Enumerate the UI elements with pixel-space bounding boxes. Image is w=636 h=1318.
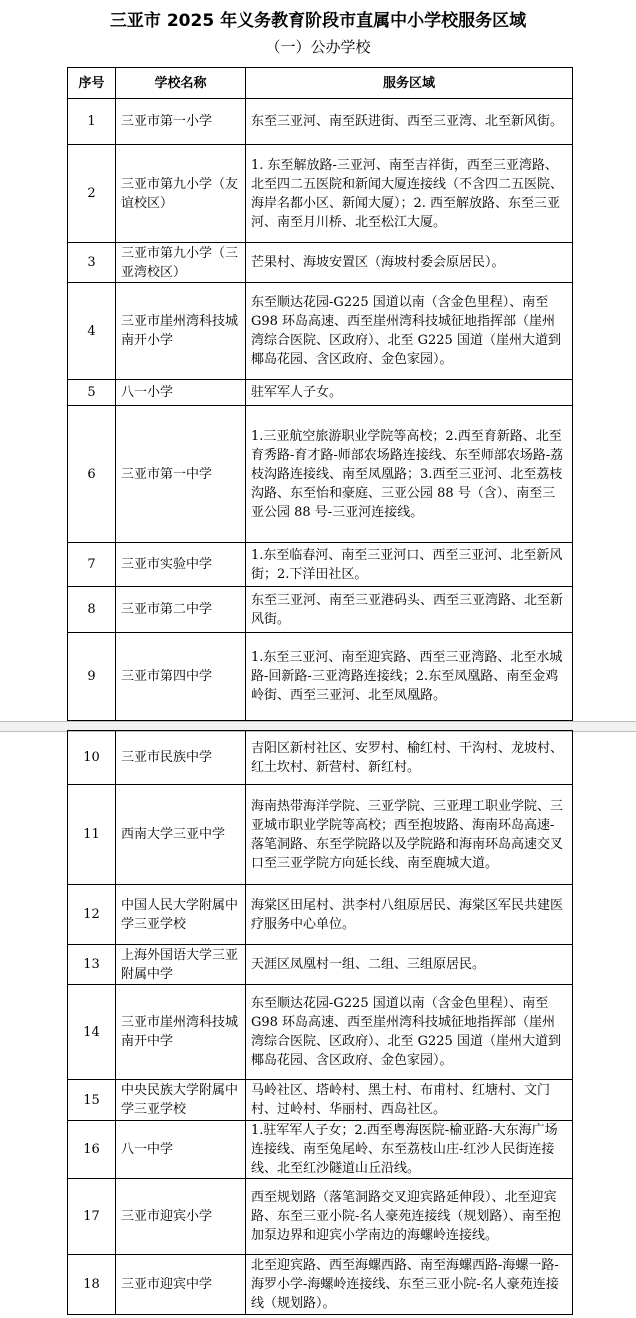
section-subtitle: （一）公办学校 xyxy=(265,38,371,56)
service-area-table-part-1 xyxy=(67,67,573,721)
row-number: 15 xyxy=(68,1080,116,1121)
service-area: 东至三亚河、南至跃进街、西至三亚湾、北至新风街。 xyxy=(246,99,573,145)
school-name: 八一中学 xyxy=(116,1121,246,1179)
school-name: 三亚市第一中学 xyxy=(116,406,246,543)
school-name: 三亚市第四中学 xyxy=(116,633,246,721)
service-area: 芒果村、海坡安置区（海坡村委会原居民）。 xyxy=(246,243,573,283)
row-number: 16 xyxy=(68,1121,116,1179)
school-name: 八一小学 xyxy=(116,380,246,406)
school-name: 三亚市第一小学 xyxy=(116,99,246,145)
header-school-name: 学校名称 xyxy=(116,68,246,99)
service-area: 东至顺达花园-G225 国道以南（含金色里程）、南至 G98 环岛高速、西至崖州湾科技城征地指挥部（崖州湾综合医院、区政府）、北至 G225 国道（崖州大道到椰岛花园、含区政府、金色家园）。 xyxy=(246,283,573,380)
school-name: 三亚市实验中学 xyxy=(116,543,246,587)
row-number: 8 xyxy=(68,587,116,633)
service-area: 海棠区田尾村、洪李村八组原居民、海棠区军民共建医疗服务中心单位。 xyxy=(246,885,573,945)
table-row xyxy=(68,633,573,721)
service-area: 1.东至三亚河、南至迎宾路、西至三亚湾路、北至水城路-回新路-三亚湾路连接线；2.东至凤凰路、南至金鸡岭街、西至三亚河、北至凤凰路。 xyxy=(246,633,573,721)
school-name: 三亚市崖州湾科技城南开小学 xyxy=(116,283,246,380)
school-name: 中国人民大学附属中学三亚学校 xyxy=(116,885,246,945)
row-number: 2 xyxy=(68,145,116,243)
school-name: 三亚市第二中学 xyxy=(116,587,246,633)
service-area: 天涯区凤凰村一组、二组、三组原居民。 xyxy=(246,945,573,985)
school-name: 三亚市迎宾小学 xyxy=(116,1179,246,1255)
school-name: 三亚市崖州湾科技城南开中学 xyxy=(116,985,246,1080)
row-number: 9 xyxy=(68,633,116,721)
service-area: 马岭社区、塔岭村、黑土村、布甫村、红塘村、文门村、过岭村、华丽村、西岛社区。 xyxy=(246,1080,573,1121)
table-row xyxy=(68,985,573,1080)
service-area: 1. 东至解放路-三亚河、南至吉祥街，西至三亚湾路、北至四二五医院和新闻大厦连接线（不含四二五医院、海岸名都小区、新闻大厦）；2. 西至解放路、东至三亚河、南至月川桥、北至松江大厦。 xyxy=(246,145,573,243)
service-area: 海南热带海洋学院、三亚学院、三亚理工职业学院、三亚城市职业学院等高校；西至抱坡路、海南环岛高速-落笔洞路、东至学院路以及学院路和海南环岛高速交叉口至三亚学院方向延长线、南至鹿城大道。 xyxy=(246,785,573,885)
row-number: 12 xyxy=(68,885,116,945)
row-number: 18 xyxy=(68,1255,116,1315)
row-number: 17 xyxy=(68,1179,116,1255)
school-name: 三亚市第九小学（三亚湾校区） xyxy=(116,243,246,283)
table-row xyxy=(68,945,573,985)
service-area: 北至迎宾路、西至海螺西路、南至海螺西路-海螺一路-海罗小学-海螺岭连接线、东至三亚小院-名人豪苑连接线（规划路）。 xyxy=(246,1255,573,1315)
table-row xyxy=(68,543,573,587)
table-row xyxy=(68,243,573,283)
table-row xyxy=(68,1080,573,1121)
service-area: 西至规划路（落笔洞路交叉迎宾路延伸段）、北至迎宾路、东至三亚小院-名人豪苑连接线（规划路）、南至抱加泵边界和迎宾小学南边的海螺岭连接线。 xyxy=(246,1179,573,1255)
table-row xyxy=(68,145,573,243)
row-number: 6 xyxy=(68,406,116,543)
table-row xyxy=(68,406,573,543)
row-number: 5 xyxy=(68,380,116,406)
row-number: 1 xyxy=(68,99,116,145)
row-number: 10 xyxy=(68,731,116,785)
table-row xyxy=(68,283,573,380)
table-row xyxy=(68,587,573,633)
service-area: 东至顺达花园-G225 国道以南（含金色里程）、南至 G98 环岛高速、西至崖州湾科技城征地指挥部（崖州湾综合医院、区政府）、北至 G225 国道（崖州大道到椰岛花园、含区政府、金色家园）。 xyxy=(246,985,573,1080)
row-number: 11 xyxy=(68,785,116,885)
row-number: 7 xyxy=(68,543,116,587)
school-name: 西南大学三亚中学 xyxy=(116,785,246,885)
service-area-table-part-2 xyxy=(67,730,573,1315)
document-title: 三亚市 2025 年义务教育阶段市直属中小学校服务区域 xyxy=(109,11,527,31)
school-name: 三亚市民族中学 xyxy=(116,731,246,785)
school-name: 中央民族大学附属中学三亚学校 xyxy=(116,1080,246,1121)
school-name: 三亚市第九小学（友谊校区） xyxy=(116,145,246,243)
row-number: 4 xyxy=(68,283,116,380)
table-row xyxy=(68,1179,573,1255)
row-number: 13 xyxy=(68,945,116,985)
header-service-area: 服务区域 xyxy=(246,68,573,99)
table-row xyxy=(68,99,573,145)
table-row xyxy=(68,1121,573,1179)
table-row xyxy=(68,380,573,406)
service-area: 1.东至临春河、南至三亚河口、西至三亚河、北至新风街；2.下洋田社区。 xyxy=(246,543,573,587)
table-row xyxy=(68,885,573,945)
service-area: 1.三亚航空旅游职业学院等高校；2.西至育新路、北至育秀路-育才路-师部农场路连接线、东至师部农场路-荔枝沟路连接线、南至凤凰路；3.西至三亚河、北至荔枝沟路、东至怡和豪庭、三亚公园 88 号（含）、南至三亚公园 88 号-三亚河连接线。 xyxy=(246,406,573,543)
row-number: 3 xyxy=(68,243,116,283)
school-name: 三亚市迎宾中学 xyxy=(116,1255,246,1315)
service-area: 驻军军人子女。 xyxy=(246,380,573,406)
header-number: 序号 xyxy=(68,68,116,99)
table-row xyxy=(68,785,573,885)
table-header-row xyxy=(68,68,573,99)
school-name: 上海外国语大学三亚附属中学 xyxy=(116,945,246,985)
table-row xyxy=(68,1255,573,1315)
service-area: 1.驻军军人子女；2.西至粤海医院-榆亚路-大东海广场连接线、南至兔尾岭、东至荔枝山庄-红沙人民街连接线、北至红沙隧道山丘沿线。 xyxy=(246,1121,573,1179)
service-area: 吉阳区新村社区、安罗村、榆红村、干沟村、龙坡村、红土坎村、新营村、新红村。 xyxy=(246,731,573,785)
service-area: 东至三亚河、南至三亚港码头、西至三亚湾路、北至新风街。 xyxy=(246,587,573,633)
table-row xyxy=(68,731,573,785)
row-number: 14 xyxy=(68,985,116,1080)
